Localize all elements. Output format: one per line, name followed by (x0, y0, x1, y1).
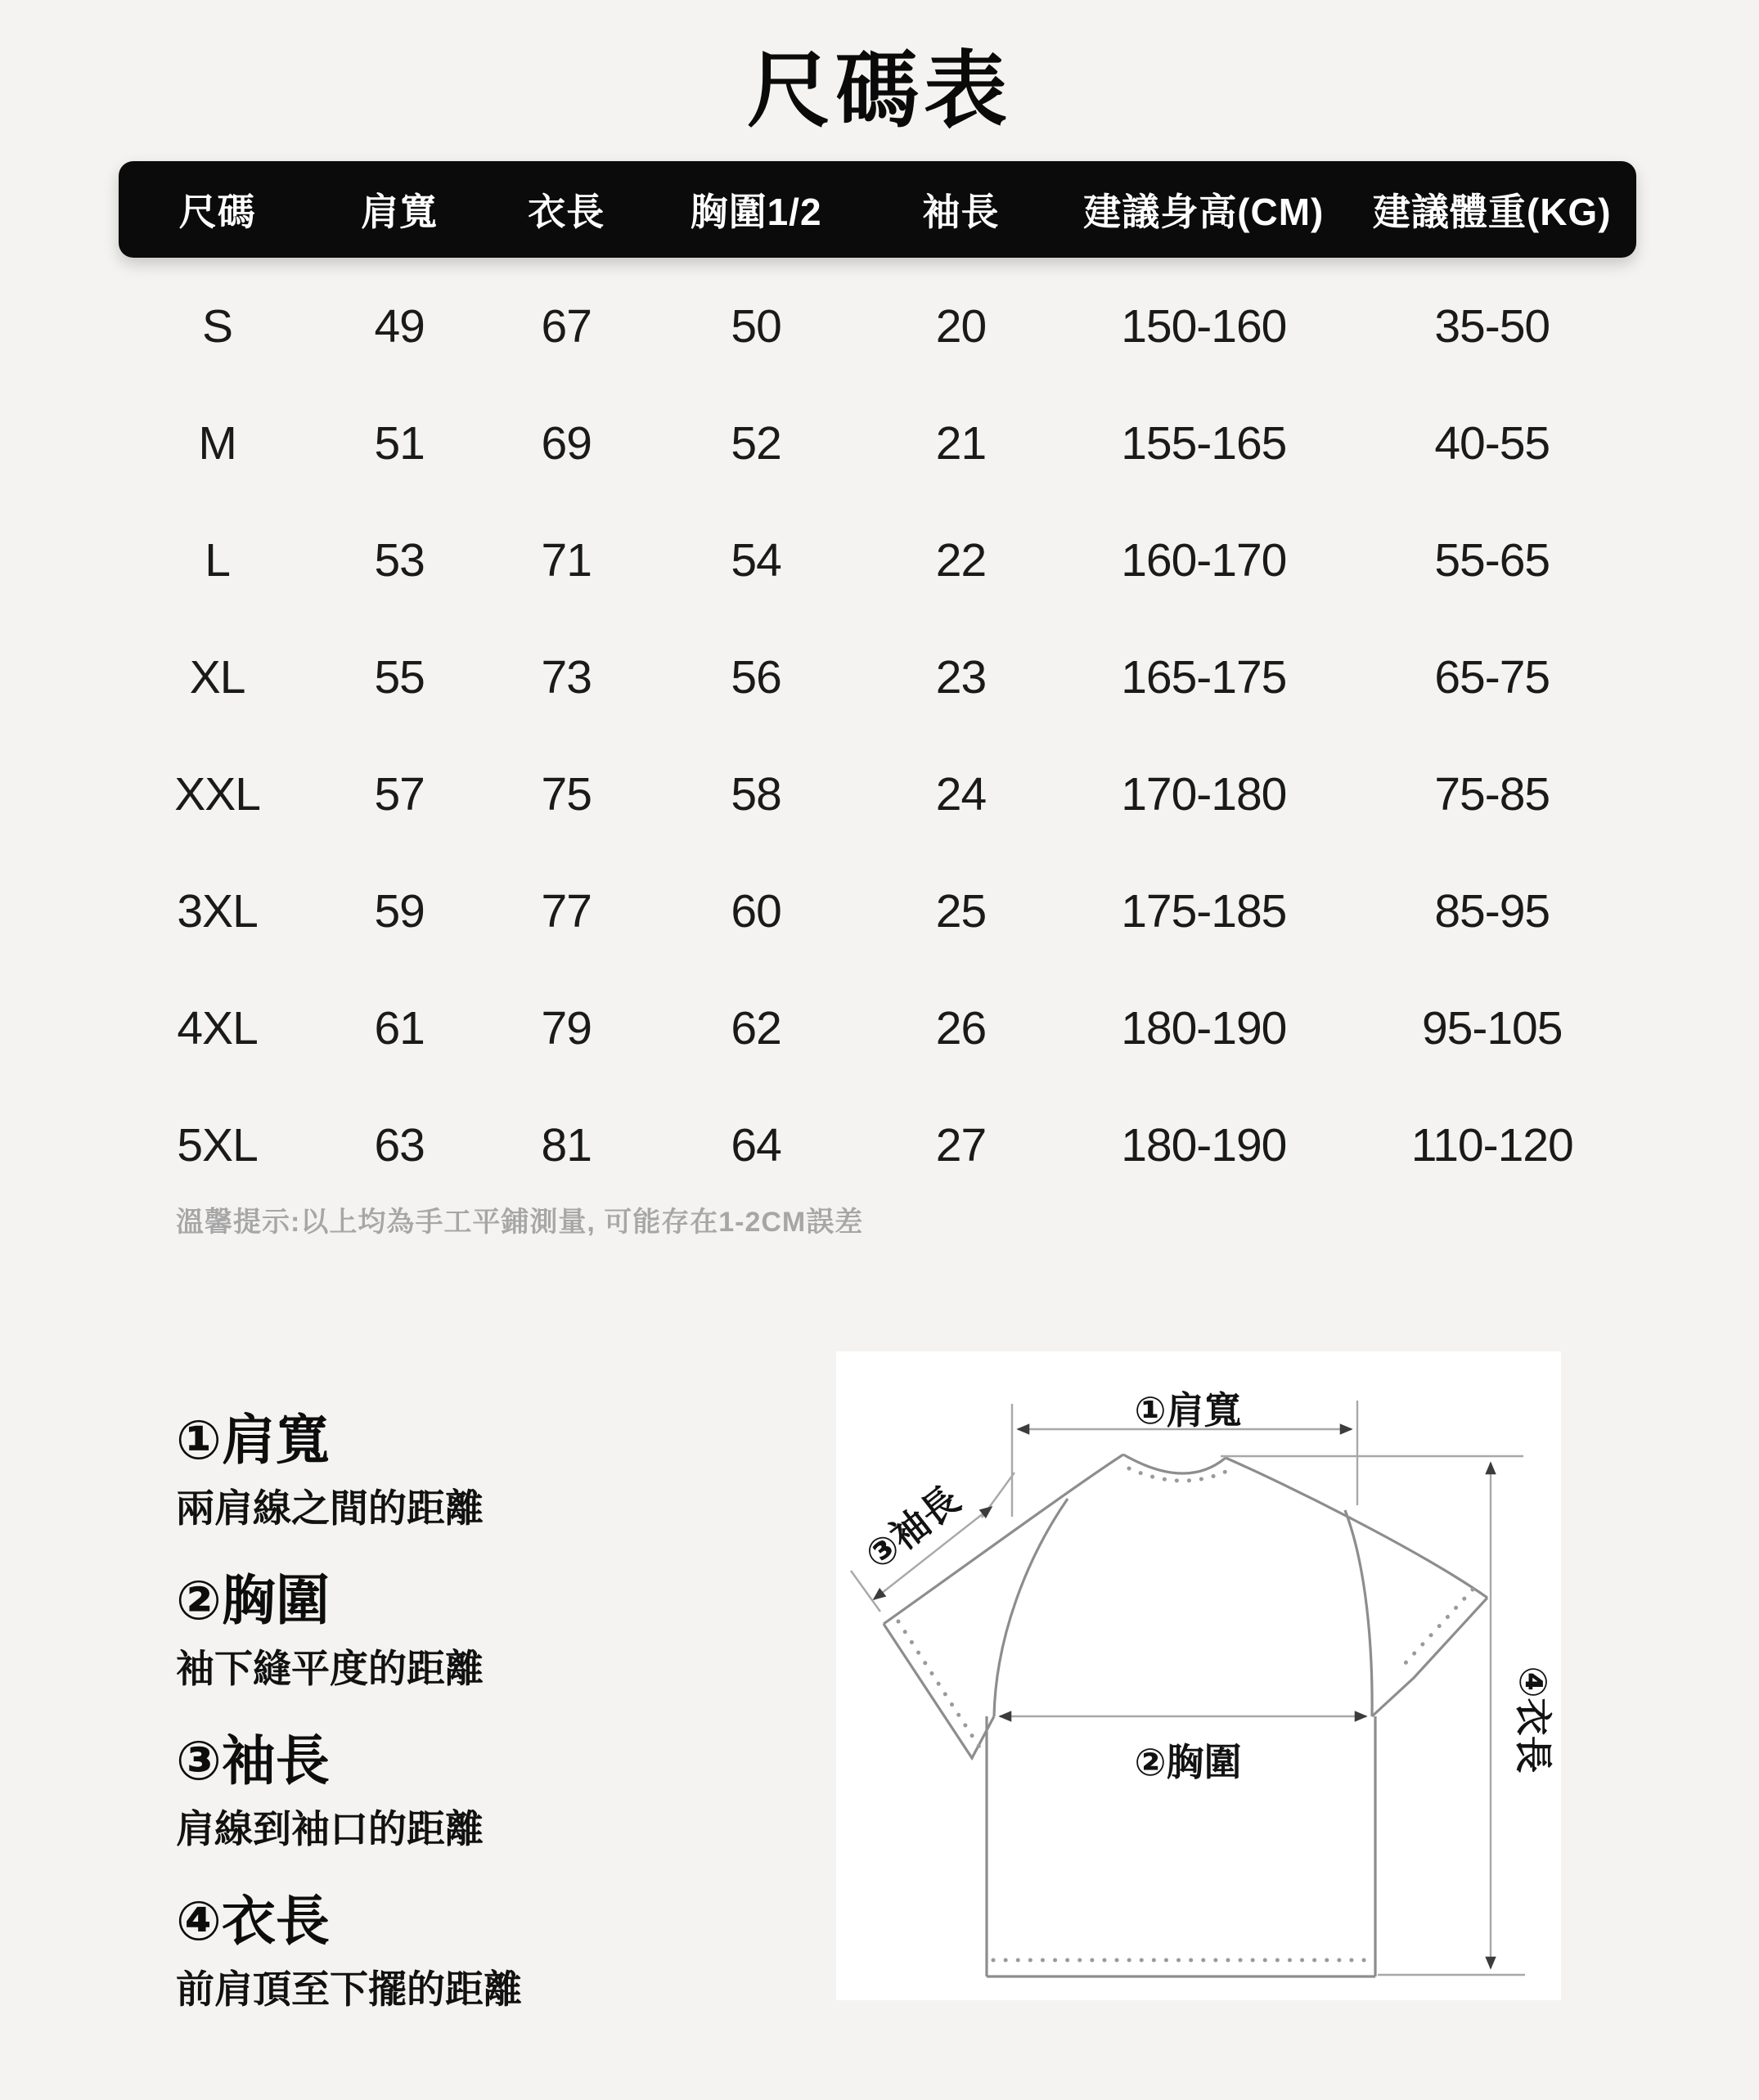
table-row (119, 501, 1636, 618)
table-cell: 160-170 (1121, 533, 1287, 587)
table-cell: 79 (541, 1001, 592, 1054)
table-cell: 26 (935, 1001, 987, 1054)
tshirt-measurement-diagram (836, 1351, 1561, 2000)
col-header-weight: 建議體重(KG) (1372, 191, 1612, 233)
table-cell: 55-65 (1434, 533, 1550, 587)
table-cell: 24 (935, 767, 987, 821)
table-cell: 63 (374, 1118, 425, 1171)
table-cell: 53 (374, 533, 425, 587)
right-armhole-curve (1345, 1510, 1372, 1716)
table-row (119, 384, 1636, 501)
table-header-row (119, 161, 1636, 258)
page-title: 尺碼表 (747, 44, 1012, 137)
table-cell: 81 (541, 1118, 592, 1171)
explanation-desc: 袖下縫平度的距離 (176, 1647, 484, 1690)
diagram-label-chest: ②胸圍 (1134, 1741, 1242, 1783)
table-row (119, 735, 1636, 852)
table-cell: 52 (731, 416, 781, 470)
table-cell: 20 (935, 299, 987, 353)
size-label: L (205, 533, 230, 587)
table-cell: 155-165 (1121, 416, 1287, 470)
table-row (119, 268, 1636, 384)
diagram-label-sleeve: ③袖長 (857, 1477, 968, 1578)
table-cell: 49 (374, 299, 425, 353)
size-label: 4XL (177, 1001, 258, 1054)
table-cell: 85-95 (1434, 884, 1550, 938)
table-cell: 180-190 (1121, 1001, 1287, 1054)
table-row (119, 852, 1636, 969)
sleeve-ext-bottom (851, 1571, 880, 1612)
diagram-label-shoulder: ①肩寬 (1134, 1389, 1242, 1432)
table-cell: 61 (374, 1001, 425, 1054)
left-cuff-stitch (898, 1621, 980, 1748)
table-cell: 59 (374, 884, 425, 938)
table-cell: 95-105 (1421, 1001, 1563, 1054)
table-row (119, 1086, 1636, 1203)
table-cell: 27 (935, 1118, 987, 1171)
table-cell: 64 (731, 1118, 781, 1171)
explanation-desc: 兩肩線之間的距離 (176, 1486, 484, 1530)
left-cuff-line (884, 1624, 994, 1758)
col-header-sleeve: 袖長 (922, 191, 1000, 233)
table-cell: 165-175 (1121, 650, 1287, 704)
collar-line (1123, 1455, 1226, 1473)
table-cell: 180-190 (1121, 1118, 1287, 1171)
tshirt-diagram-svg (836, 1351, 1561, 2000)
explanation-title: ②胸圍 (176, 1570, 330, 1630)
table-cell: 77 (541, 884, 592, 938)
size-label: M (198, 416, 236, 470)
col-header-shoulder: 肩寬 (361, 191, 439, 233)
col-header-height: 建議身高(CM) (1083, 191, 1325, 233)
explanation-chest (176, 1569, 830, 1692)
right-cuff-line (1372, 1598, 1487, 1716)
size-label: 5XL (177, 1118, 258, 1171)
table-cell: 150-160 (1121, 299, 1287, 353)
right-cuff-stitch (1403, 1590, 1473, 1666)
table-cell: 170-180 (1121, 767, 1287, 821)
table-cell: 110-120 (1410, 1118, 1573, 1171)
table-cell: 67 (541, 299, 592, 353)
table-cell: 69 (541, 416, 592, 470)
table-cell: 54 (731, 533, 781, 587)
left-armhole-curve (994, 1499, 1068, 1716)
diagram-label-length: ④衣長 (1512, 1666, 1554, 1774)
explanation-title: ④衣長 (176, 1891, 330, 1951)
explanation-desc: 肩線到袖口的距離 (176, 1807, 484, 1850)
size-label: 3XL (177, 884, 258, 938)
measurement-note: 溫馨提示:以上均為手工平鋪測量, 可能存在1-2CM誤差 (176, 1207, 864, 1238)
table-cell: 22 (935, 533, 987, 587)
table-row (119, 618, 1636, 735)
table-cell: 71 (541, 533, 592, 587)
measurement-explanations (176, 1409, 830, 2050)
table-cell: 57 (374, 767, 425, 821)
dimension-lines (851, 1401, 1525, 1975)
size-label: XL (189, 650, 245, 704)
table-cell: 65-75 (1434, 650, 1550, 704)
explanation-desc: 前肩頂至下擺的距離 (176, 1967, 522, 2011)
explanation-title: ③袖長 (176, 1730, 330, 1791)
table-cell: 40-55 (1434, 416, 1550, 470)
table-cell: 62 (731, 1001, 781, 1054)
explanation-shoulder (176, 1409, 830, 1531)
size-label: S (202, 299, 233, 353)
explanation-title: ①肩寬 (176, 1410, 330, 1470)
table-cell: 58 (731, 767, 781, 821)
table-rows (119, 268, 1636, 1203)
stitch-dots (898, 1467, 1473, 1960)
size-table (119, 161, 1636, 1203)
table-cell: 35-50 (1434, 299, 1550, 353)
table-cell: 23 (935, 650, 987, 704)
explanation-garment-length (176, 1890, 830, 2012)
table-cell: 175-185 (1121, 884, 1287, 938)
table-cell: 50 (731, 299, 781, 353)
table-cell: 73 (541, 650, 592, 704)
table-cell: 60 (731, 884, 781, 938)
col-header-chest: 胸圍1/2 (690, 191, 822, 233)
table-cell: 21 (935, 416, 987, 470)
table-cell: 56 (731, 650, 781, 704)
col-header-length: 衣長 (528, 191, 605, 233)
explanation-sleeve (176, 1729, 830, 1852)
table-cell: 75-85 (1434, 767, 1550, 821)
col-header-size: 尺碼 (178, 191, 256, 233)
size-label: XXL (174, 767, 260, 821)
table-cell: 55 (374, 650, 425, 704)
table-cell: 25 (935, 884, 987, 938)
table-row (119, 969, 1636, 1086)
table-cell: 75 (541, 767, 592, 821)
table-cell: 51 (374, 416, 425, 470)
